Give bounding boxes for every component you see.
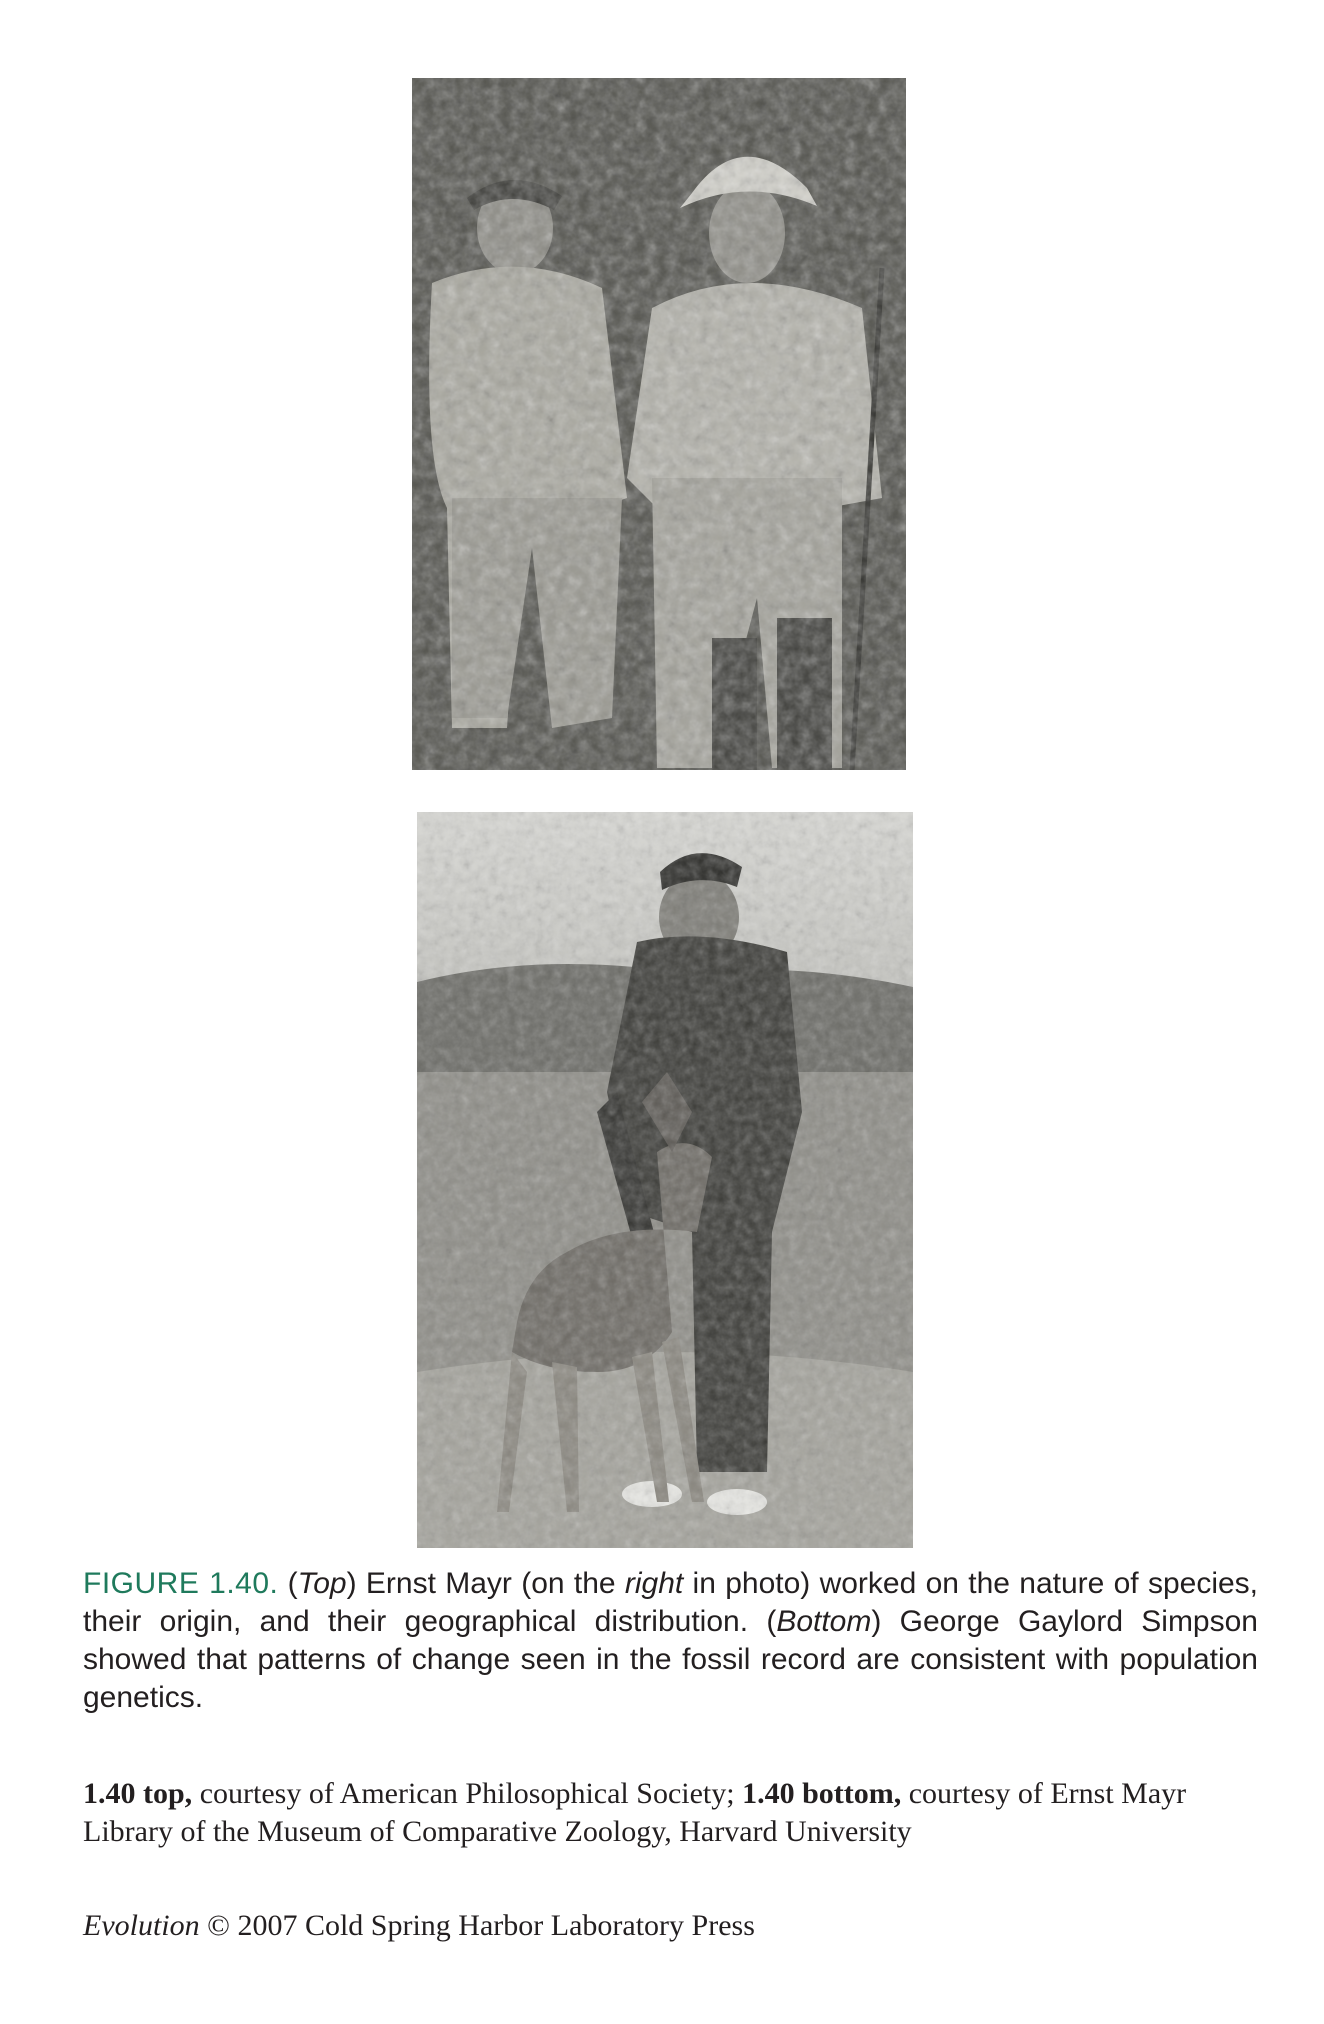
caption-right-word: right: [624, 1567, 684, 1600]
book-title: Evolution: [83, 1909, 200, 1942]
figure-label: FIGURE 1.40.: [83, 1567, 279, 1600]
bottom-photo: [417, 812, 913, 1548]
bottom-photo-image: [417, 812, 913, 1548]
caption-top-word: Top: [297, 1567, 347, 1600]
top-photo: [412, 78, 906, 770]
copyright-line: [83, 1907, 1258, 1945]
photo-credit: [83, 1775, 1258, 1851]
caption-text-4: ) George Gaylord Simpson showed that patterns of change seen in the fossil record are consistent with population genetics.: [83, 1605, 1258, 1714]
caption-text-1: (: [278, 1567, 298, 1600]
credit-top-label: 1.40 top,: [83, 1777, 193, 1810]
credit-bottom-label: 1.40 bottom,: [742, 1777, 902, 1810]
top-photo-image: [412, 78, 906, 770]
caption-text-2: ) Ernst Mayr (on the: [346, 1567, 625, 1600]
credit-top-text: courtesy of American Philosophical Society;: [192, 1777, 743, 1810]
figure-caption: [83, 1565, 1258, 1717]
caption-bottom-word: Bottom: [776, 1605, 872, 1638]
copyright-text: © 2007 Cold Spring Harbor Laboratory Press: [199, 1909, 755, 1942]
credit-bottom-text: courtesy of Ernst Mayr Library of the Museum of Comparative Zoology, Harvard University: [83, 1777, 1187, 1848]
caption-text-3: in photo) worked on the nature of species, their origin, and their geographical distribution. (: [83, 1567, 1259, 1638]
